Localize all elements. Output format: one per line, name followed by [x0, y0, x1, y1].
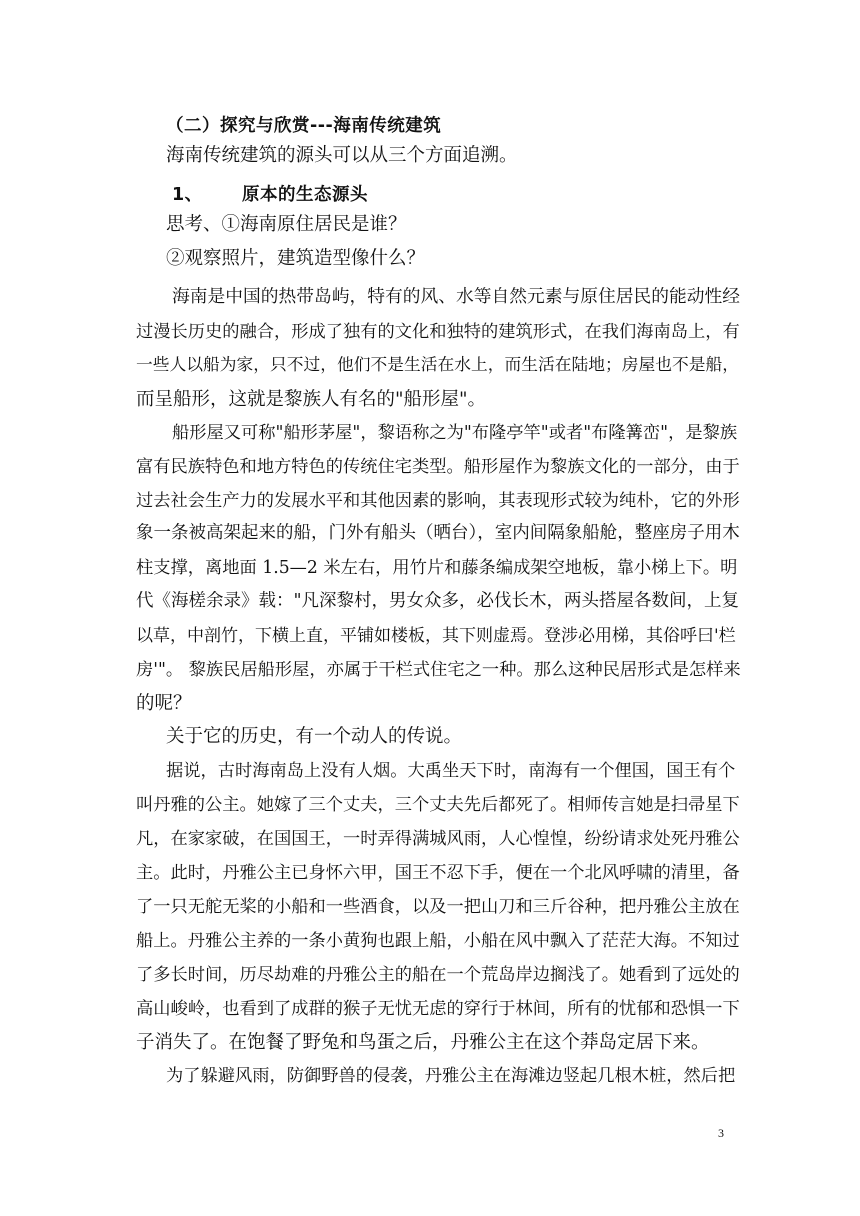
subheading-number: 1、 [172, 185, 203, 205]
para2-line: 象一条被高架起来的船，门外有船头（晒台），室内间隔象船舱，整座房子用木 [136, 523, 740, 543]
question-1: 思考、①海南原住居民是谁？ [166, 214, 407, 235]
para1-line: 而呈船形，这就是黎族人有名的"船形屋"。 [136, 389, 487, 410]
para4-line: 叫丹雅的公主。她嫁了三个丈夫，三个丈夫先后都死了。相师传言她是扫帚星下 [136, 795, 740, 815]
para2-line: 柱支撑，离地面 1.5—2 米左右，用竹片和藤条编成架空地板，靠小梯上下。明 [136, 558, 738, 578]
para2-line: 富有民族特色和地方特色的传统住宅类型。船形屋作为黎族文化的一部分，由于 [136, 457, 740, 477]
para2-line: 船形屋又可称"船形茅屋"，黎语称之为"布隆亭竿"或者"布隆篝峦"，是黎族 [172, 423, 738, 443]
para4-line: 据说，古时海南岛上没有人烟。大禹坐天下时，南海有一个俚国，国王有个 [166, 761, 736, 781]
para2-line: 的呢？ [136, 693, 192, 714]
para1-line: 一些人以船为家，只不过，他们不是生活在水上，而生活在陆地；房屋也不是船， [136, 354, 740, 374]
para2-line: 房'"。 黎族民居船形屋，亦属于干栏式住宅之一种。那么这种民居形式是怎样来 [136, 660, 741, 680]
para4-line: 了多长时间，历尽劫难的丹雅公主的船在一个荒岛岸边搁浅了。她看到了远处的 [136, 965, 740, 985]
page-number: 3 [718, 1126, 724, 1140]
para4-line: 了一只无舵无桨的小船和一些酒食，以及一把山刀和三斤谷种，把丹雅公主放在 [136, 897, 740, 917]
para4-line: 船上。丹雅公主养的一条小黄狗也跟上船，小船在风中飘入了茫茫大海。不知过 [136, 931, 740, 951]
question-2: ②观察照片，建筑造型像什么？ [166, 248, 426, 269]
para4-line: 子消失了。在饱餐了野兔和鸟蛋之后，丹雅公主在这个莽岛定居下来。 [136, 1032, 710, 1053]
para4-line: 高山峻岭，也看到了成群的猴子无忧无虑的穿行于林间，所有的忧郁和恐惧一下 [136, 999, 740, 1019]
para2-line: 过去社会生产力的发展水平和其他因素的影响，其表现形式较为纯朴，它的外形 [136, 491, 740, 511]
para3-line: 关于它的历史，有一个动人的传说。 [166, 726, 463, 747]
para2-line: 以草，中剖竹，下横上直，平铺如楼板，其下则虚焉。登涉必用梯，其俗呼曰'栏 [136, 626, 736, 646]
subheading-text: 原本的生态源头 [242, 185, 368, 205]
para1-line: 海南是中国的热带岛屿，特有的风、水等自然元素与原住居民的能动性经 [172, 287, 741, 307]
intro-line: 海南传统建筑的源头可以从三个方面追溯。 [166, 145, 518, 166]
para2-line: 代《海槎余录》载："凡深黎村，男女众多，必伐长木，两头搭屋各数间，上复 [136, 591, 740, 611]
para4-line: 凡，在家家破，在国国王，一时弄得满城风雨，人心惶惶，纷纷请求处死丹雅公 [136, 829, 740, 849]
para5-line: 为了躲避风雨，防御野兽的侵袭，丹雅公主在海滩边竖起几根木桩，然后把 [166, 1066, 736, 1086]
section-title: （二）探究与欣赏---海南传统建筑 [166, 116, 442, 136]
para4-line: 主。此时，丹雅公主已身怀六甲，国王不忍下手，便在一个北风呼啸的清里，备 [136, 863, 740, 883]
para1-line: 过漫长历史的融合，形成了独有的文化和独特的建筑形式，在我们海南岛上，有 [136, 322, 740, 342]
